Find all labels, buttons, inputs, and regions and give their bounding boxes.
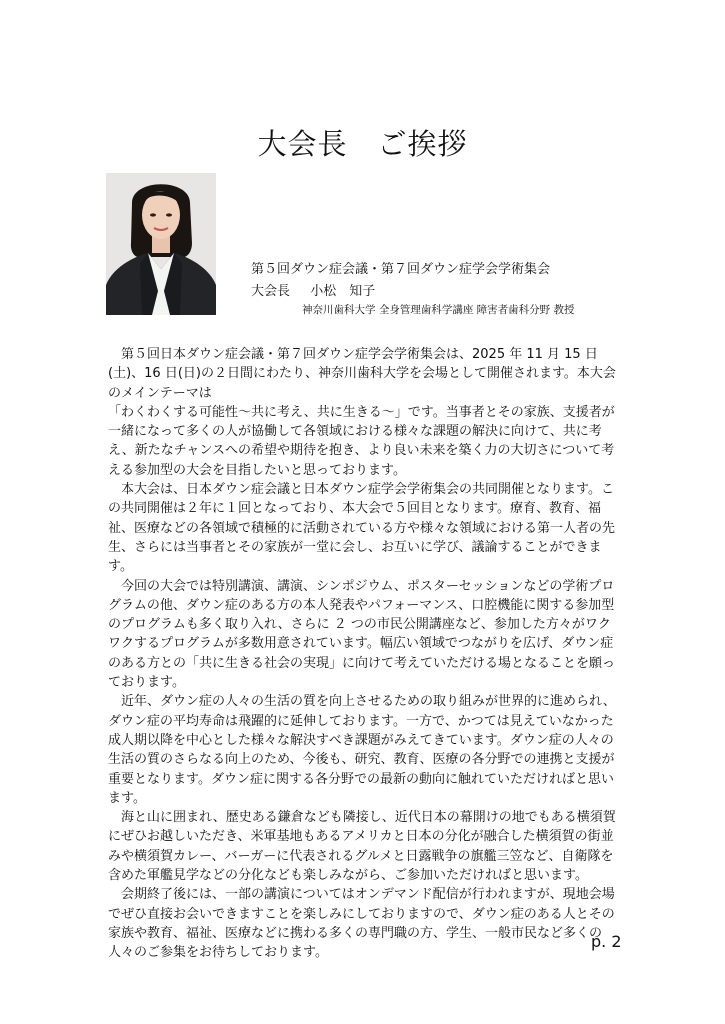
role-label: 大会長	[251, 284, 291, 299]
paragraph: 第５回日本ダウン症会議・第７回ダウン症学会学術集会は、2025 年 11 月 15 日(土)、16 日(日)の２日間にわたり、神奈川歯科大学を会場として開催されます。本大会のメインテーマは 「わくわくする可能性〜共に考え、共に生きる〜」です。当事者とその家族、支援者が一緒になって多くの人が協働して各領域における様々な課題の解決に向けて、共に考え、新たなチャンスへの希望や期待を抱き、より良い未来を築く力の大切さについて考える参加型の大会を目指したいと思っております。	[108, 347, 616, 478]
page-title: 大会長 ご挨拶	[257, 127, 468, 161]
paragraph: 今回の大会では特別講演、講演、シンポジウム、ポスターセッションなどの学術プログラムの他、ダウン症のある方の本人発表やパフォーマンス、口腔機能に関する参加型のプログラムも多く取り入れ、さらに ２ つの市民公開講座など、参加した方々がワクワクするプログラムが多数用意されています。幅広い領域でつながりを広げ、ダウン症のある方との「共に生きる社会の実現」に向けて考えていただける場となることを願っております。	[108, 578, 616, 691]
signature-line	[251, 280, 375, 299]
paragraph: 海と山に囲まれ、歴史ある鎌倉なども隣接し、近代日本の幕開けの地でもある横須賀にぜひお越しいただき、米軍基地もあるアメリカと日本の分化が融合した横須賀の街並みや横須賀カレー、バーガーに代表されるグルメと日露戦争の旗艦三笠など、自衛隊を含めた軍艦見学などの分化なども楽しみながら、ご参加いただければと思います。	[108, 810, 616, 884]
author-name: 小松 知子	[310, 284, 376, 299]
page-number: p. 2	[591, 932, 622, 951]
portrait-photo	[106, 173, 216, 315]
affiliation: 神奈川歯科大学 全身管理歯科学講座 障害者歯科分野 教授	[302, 304, 575, 316]
paragraph: 近年、ダウン症の人々の生活の質を向上させるための取り組みが世界的に進められ、ダウン症の平均寿命は飛躍的に延伸しております。一方で、かつては見えていなかった成人期以降を中心とした様々な解決すべき課題がみえてきています。ダウン症の人々の生活の質のさらなる向上のため、今後も、研究、教育、医療の各分野での連携と支援が重要となります。ダウン症に関する各分野での最新の動向に触れていただければと思います。	[108, 694, 616, 806]
paragraph: 会期終了後には、一部の講演についてはオンデマンド配信が行われますが、現地会場でぜひ直接お会いできますことを楽しみにしておりますので、ダウン症のある人とその家族や教育、福祉、医療などに携わる多くの専門職の方、学生、一般市民など多くの人々のご参集をお待ちしております。	[108, 887, 615, 961]
paragraph: 本大会は、日本ダウン症会議と日本ダウン症学会学術集会の共同開催となります。この共同開催は２年に１回となっており、本大会で５回目となります。療育、教育、福祉、医療などの各領域で積極的に活動されている方や様々な領域における第一人者の先生、さらには当事者とその家族が一堂に会し、お互いに学び、議論することができます。	[108, 482, 616, 575]
event-name: 第５回ダウン症会議・第７回ダウン症学会学術集会	[251, 262, 551, 277]
greeting-body	[108, 345, 623, 963]
